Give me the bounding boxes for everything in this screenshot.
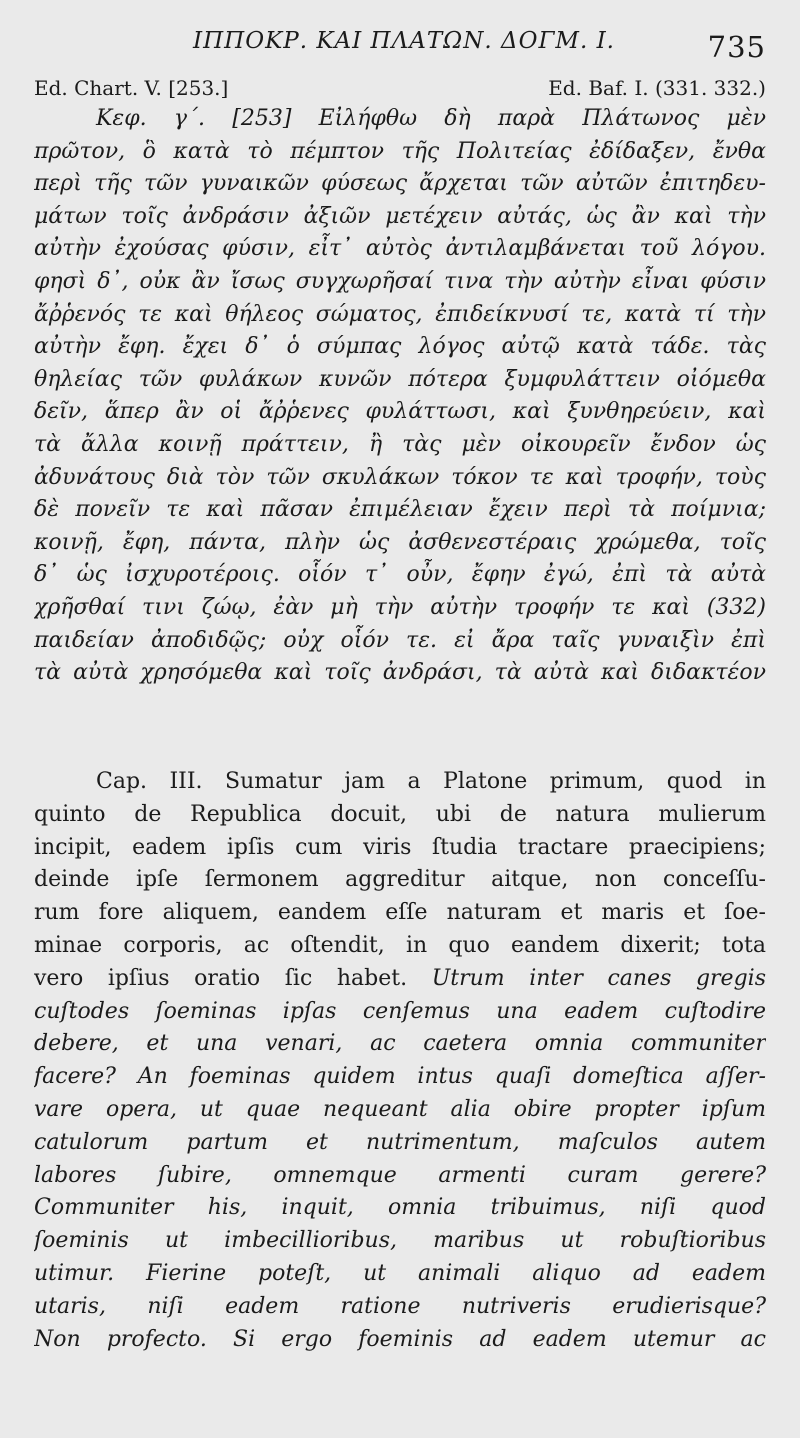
greek-line: περὶ τῆς τῶν γυναικῶν φύσεως ἄρχεται τῶν αὐτῶν ἐπιτηδευ- bbox=[34, 171, 766, 197]
latin-line: vare opera, ut quae nequeant alia obire propter ipſum bbox=[34, 1096, 766, 1122]
latin-line: deinde ipſe ſermonem aggreditur aitque, non conceſſu- bbox=[34, 867, 766, 893]
latin-line: minae corporis, ac oſtendit, in quo eandem dixerit; tota bbox=[34, 932, 766, 958]
greek-line: ἄῤῥενός τε καὶ θήλεος σώματος, ἐπιδείκνυσί τε, κατὰ τί τὴν bbox=[34, 301, 766, 327]
latin-line-italic-part: Utrum inter canes gregis bbox=[431, 965, 766, 991]
latin-line: utaris, niſi eadem ratione nutriveris erudierisque? bbox=[34, 1293, 766, 1319]
greek-line: μάτων τοῖς ἀνδράσιν ἀξιῶν μετέχειν αὐτάς, ὡς ἂν καὶ τὴν bbox=[34, 203, 766, 229]
greek-line: αὐτὴν ἔφη. ἔχει δ᾽ ὁ σύμπας λόγος αὐτῷ κατὰ τάδε. τὰς bbox=[34, 334, 766, 360]
greek-line: παιδείαν ἀποδιδῷς; οὐχ οἷόν τε. εἰ ἄρα ταῖς γυναιξὶν ἐπὶ bbox=[34, 627, 766, 653]
latin-text-block bbox=[34, 766, 766, 1356]
latin-line: catulorum partum et nutrimentum, maſculos autem bbox=[34, 1129, 766, 1155]
running-title: ΙΠΠΟΚΡ. ΚΑΙ ΠΛΑΤΩΝ. ΔΟΓΜ. Ι. bbox=[193, 28, 615, 54]
latin-line: debere, et una venari, ac caetera omnia communiter bbox=[34, 1031, 766, 1057]
greek-line: δ᾽ ὡς ἰσχυροτέροις. οἷόν τ᾽ οὖν, ἔφην ἐγώ, ἐπὶ τὰ αὐτὰ bbox=[34, 562, 766, 588]
greek-line: δεῖν, ἅπερ ἂν οἱ ἄῤῥενες φυλάττωσι, καὶ ξυνθηρεύειν, καὶ bbox=[34, 399, 766, 425]
edition-chartier: Ed. Chart. V. [253.] bbox=[34, 76, 229, 100]
greek-line: θηλείας τῶν φυλάκων κυνῶν πότερα ξυμφυλάττειν οἰόμεθα bbox=[34, 366, 766, 392]
greek-line: τὰ ἄλλα κοινῇ πράττειν, ἢ τὰς μὲν οἰκουρεῖν ἔνδον ὡς bbox=[34, 431, 766, 457]
greek-line: ἀδυνάτους διὰ τὸν τῶν σκυλάκων τόκον τε καὶ τροφήν, τοὺς bbox=[34, 464, 766, 490]
greek-line: πρῶτον, ὃ κατὰ τὸ πέμπτον τῆς Πολιτείας ἐδίδαξεν, ἔνθα bbox=[34, 138, 766, 164]
latin-line: quinto de Republica docuit, ubi de natura mulierum bbox=[34, 801, 766, 827]
latin-line: facere? An foeminas quidem intus quaſi domeſtica aſſer- bbox=[34, 1064, 766, 1090]
latin-line: utimur. Fierine poteſt, ut animali aliquo ad eadem bbox=[34, 1260, 766, 1286]
greek-line: φησὶ δ᾽, οὐκ ἂν ἴσως συγχωρῆσαί τινα τὴν αὐτὴν εἶναι φύσιν bbox=[34, 268, 766, 294]
greek-line: δὲ πονεῖν τε καὶ πᾶσαν ἐπιμέλειαν ἔχειν περὶ τὰ ποίμνια; bbox=[34, 497, 766, 523]
greek-line: τὰ αὐτὰ χρησόμεθα καὶ τοῖς ἀνδράσι, τὰ αὐτὰ καὶ διδακτέον bbox=[34, 660, 766, 686]
latin-line: incipit, eadem ipſis cum viris ſtudia tractare praecipiens; bbox=[34, 834, 766, 860]
edition-basel: Ed. Baf. I. (331. 332.) bbox=[548, 76, 766, 100]
greek-line: χρῆσθαί τινι ζώῳ, ἐὰν μὴ τὴν αὐτὴν τροφήν τε καὶ (332) bbox=[34, 594, 766, 620]
latin-line: Non profecto. Si ergo foeminis ad eadem utemur ac bbox=[34, 1326, 766, 1352]
latin-line-mixed bbox=[34, 963, 766, 996]
edition-references bbox=[34, 76, 766, 104]
latin-line: Communiter his, inquit, omnia tribuimus, niſi quod bbox=[34, 1195, 766, 1221]
latin-line-roman-part: vero ipſius oratio ſic habet. bbox=[34, 965, 408, 991]
latin-line: cuſtodes ſoeminas ipſas cenſemus una eadem cuſtodire bbox=[34, 998, 766, 1024]
running-head bbox=[34, 28, 766, 68]
greek-line: Κεφ. γ΄. [253] Εἰλήφθω δὴ παρὰ Πλάτωνος μὲν bbox=[96, 106, 766, 131]
greek-line: κοινῇ, ἔφη, πάντα, πλὴν ὡς ἀσθενεστέραις χρώμεθα, τοῖς bbox=[34, 529, 766, 555]
greek-text-block bbox=[34, 103, 766, 690]
latin-line: labores ſubire, omnemque armenti curam gerere? bbox=[34, 1162, 766, 1188]
page-number: 735 bbox=[707, 30, 766, 64]
latin-line: ſoeminis ut imbecillioribus, maribus ut robuſtioribus bbox=[34, 1228, 766, 1254]
latin-line: rum fore aliquem, eandem eſſe naturam et maris et ſoe- bbox=[34, 900, 766, 926]
greek-line: αὐτὴν ἐχούσας φύσιν, εἶτ᾽ αὐτὸς ἀντιλαμβάνεται τοῦ λόγου. bbox=[34, 236, 766, 262]
latin-line: Cap. III. Sumatur jam a Platone primum, quod in bbox=[96, 769, 766, 794]
